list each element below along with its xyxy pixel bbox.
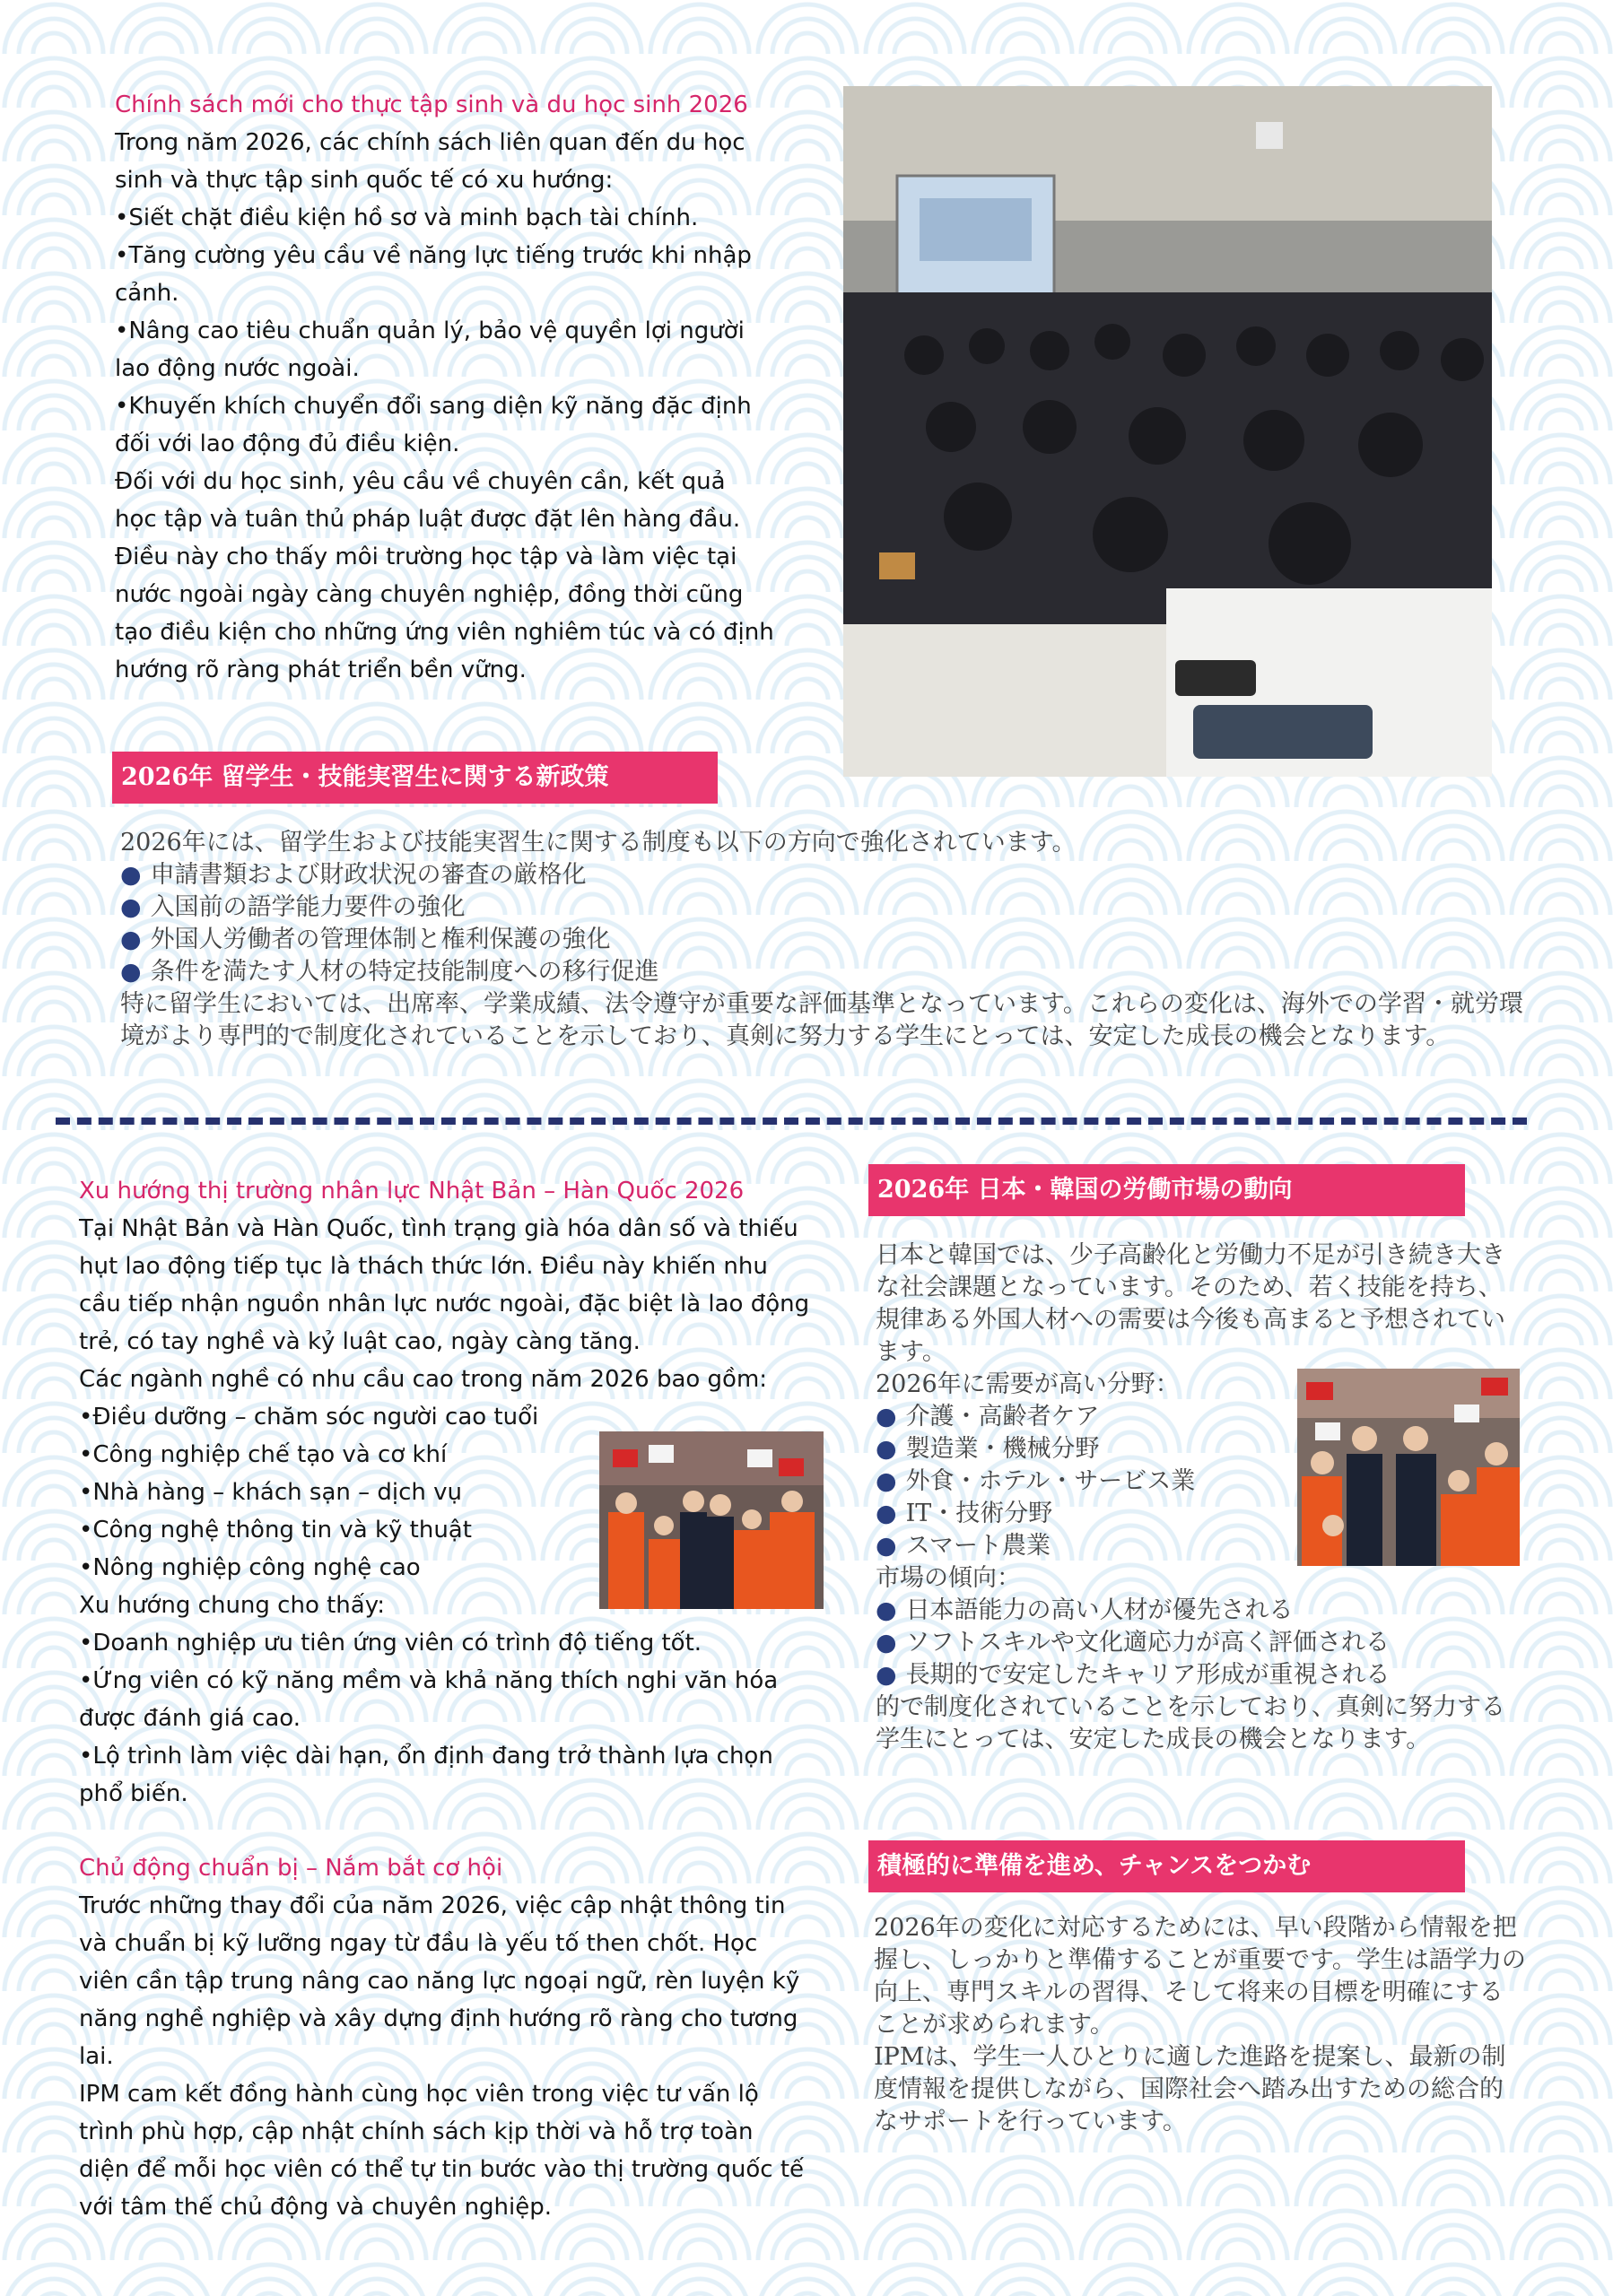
market-jp-field-3: ● 外食・ホテル・サービス業: [876, 1465, 1526, 1498]
market-jp-outro: 的で制度化されていることを示しており、真剣に努力する学生にとっては、安定した成長の機会となります。: [876, 1693, 1505, 1753]
market-vn-trend-3: • Lộ trình làm việc dài hạn, ổn định đang trở thành lựa chọn phổ biến.: [79, 1737, 810, 1813]
market-vn-trend-2: • Ứng viên có kỹ năng mềm và khả năng thích nghi văn hóa được đánh giá cao.: [79, 1662, 810, 1737]
market-jp-field-5: ● スマート農業: [876, 1530, 1526, 1562]
market-vn-field-5: • Nông nghiệp công nghệ cao: [79, 1549, 810, 1587]
prepare-jp-block: [874, 1912, 1526, 2138]
market-jp-trend-2: ● ソフトスキルや文化適応力が高く評価される: [876, 1627, 1526, 1659]
section-divider: [56, 1118, 1527, 1125]
market-jp-heading: 2026年 日本・韓国の労働市場の動向: [868, 1164, 1465, 1216]
prepare-vn-p1: Trước những thay đổi của năm 2026, việc cập nhật thông tin và chuẩn bị kỹ lưỡng ngay từ đầu là yếu tố then chốt. Học viên cần tập trung nâng cao năng lực ngoại ngữ, rèn luyện kỹ năng nghề nghiệp và xây dựng định hướng rõ ràng cho tương lai.: [79, 1892, 800, 2070]
group-photo-left: [599, 1431, 824, 1609]
market-vn-trend-label: Xu hướng chung cho thấy:: [79, 1592, 385, 1619]
policy-jp-heading: 2026年 留学生・技能実習生に関する新政策: [112, 752, 718, 804]
group-illustration-right: [1297, 1369, 1520, 1566]
prepare-vn-block: [79, 1849, 810, 2226]
market-vn-trend-1: • Doanh nghiệp ưu tiên ứng viên có trình độ tiếng tốt.: [79, 1624, 810, 1662]
policy-jp-bullet-1: ● 申請書類および財政状況の審査の厳格化: [120, 859, 1538, 891]
market-vn-field-1: • Điều dưỡng – chăm sóc người cao tuổi: [79, 1398, 810, 1436]
market-jp-field-1: ● 介護・高齢者ケア: [876, 1401, 1526, 1433]
market-vn-field-4: • Công nghệ thông tin và kỹ thuật: [79, 1511, 810, 1549]
prepare-vn-title: Chủ động chuẩn bị – Nắm bắt cơ hội: [79, 1855, 503, 1882]
market-jp-field-2: ● 製造業・機械分野: [876, 1433, 1526, 1465]
market-jp-trend-1: ● 日本語能力の高い人材が優先される: [876, 1595, 1526, 1627]
policy-vn-bullet-1: • Siết chặt điều kiện hồ sơ và minh bạch tài chính.: [115, 199, 774, 237]
market-jp-fields-label: 2026年に需要が高い分野：: [876, 1370, 1180, 1398]
policy-vn-title: Chính sách mới cho thực tập sinh và du học sinh 2026: [115, 91, 748, 118]
market-jp-trend-label: 市場の傾向：: [876, 1564, 1021, 1592]
policy-vn-bullet-4: • Khuyến khích chuyển đổi sang diện kỹ năng đặc định đối với lao động đủ điều kiện.: [115, 387, 774, 463]
market-vn-field-2: • Công nghiệp chế tạo và cơ khí: [79, 1436, 810, 1474]
policy-vn-bullet-2: • Tăng cường yêu cầu về năng lực tiếng trước khi nhập cảnh.: [115, 237, 774, 312]
prepare-vn-p2: IPM cam kết đồng hành cùng học viên trong việc tư vấn lộ trình phù hợp, cập nhật chính sách kịp thời và hỗ trợ toàn diện để mỗi học viên có thể tự tin bước vào thị trường quốc tế với tâm thế chủ động và chuyên nghiệp.: [79, 2081, 805, 2221]
policy-jp-bullet-3: ● 外国人労働者の管理体制と権利保護の強化: [120, 924, 1538, 956]
market-vn-fields-label: Các ngành nghề có nhu cầu cao trong năm 2026 bao gồm:: [79, 1366, 768, 1393]
policy-jp-outro: 特に留学生においては、出席率、学業成績、法令遵守が重要な評価基準となっています。これらの変化は、海外での学習・就労環境がより専門的で制度化されていることを示しており、真剣に努力する学生にとっては、安定した成長の機会となります。: [120, 990, 1523, 1050]
classroom-illustration: [843, 86, 1492, 777]
policy-vn-intro: Trong năm 2026, các chính sách liên quan đến du học sinh và thực tập sinh quốc tế có xu hướng:: [115, 129, 745, 194]
policy-vn-block: [115, 86, 774, 689]
policy-jp-bullet-4: ● 条件を満たす人材の特定技能制度への移行促進: [120, 956, 1538, 988]
policy-jp-bullet-2: ● 入国前の語学能力要件の強化: [120, 891, 1538, 924]
market-vn-field-3: • Nhà hàng – khách sạn – dịch vụ: [79, 1474, 810, 1511]
market-jp-intro: 日本と韓国では、少子高齢化と労働力不足が引き続き大きな社会課題となっています。そのため、若く技能を持ち、規律ある外国人材への需要は今後も高まると予想されています。: [876, 1241, 1505, 1366]
market-jp-field-4: ● IT・技術分野: [876, 1498, 1526, 1530]
market-vn-intro: Tại Nhật Bản và Hàn Quốc, tình trạng già hóa dân số và thiếu hụt lao động tiếp tục là thách thức lớn. Điều này khiến nhu cầu tiếp nhận nguồn nhân lực nước ngoài, đặc biệt là lao động trẻ, có tay nghề và kỷ luật cao, ngày càng tăng.: [79, 1215, 810, 1355]
group-photo-right: [1297, 1369, 1520, 1566]
market-jp-trend-3: ● 長期的で安定したキャリア形成が重視される: [876, 1659, 1526, 1692]
prepare-jp-heading: 積極的に準備を進め、チャンスをつかむ: [868, 1840, 1465, 1892]
policy-jp-block: [120, 827, 1538, 1053]
prepare-jp-p1: 2026年の変化に対応するためには、早い段階から情報を把握し、しっかりと準備することが重要です。学生は語学力の向上、専門スキルの習得、そして将来の目標を明確にすることが求められます。: [874, 1914, 1526, 2039]
policy-vn-outro: Đối với du học sinh, yêu cầu về chuyên cần, kết quả học tập và tuân thủ pháp luật được đặt lên hàng đầu. Điều này cho thấy môi trường học tập và làm việc tại nước ngoài ngày càng chuyên nghiệp, đồng thời cũng tạo điều kiện cho những ứng viên nghiêm túc và có định hướng rõ ràng phát triển bền vững.: [115, 468, 774, 683]
group-illustration-left: [599, 1431, 824, 1609]
policy-vn-bullet-3: • Nâng cao tiêu chuẩn quản lý, bảo vệ quyền lợi người lao động nước ngoài.: [115, 312, 774, 387]
market-vn-title: Xu hướng thị trường nhân lực Nhật Bản – Hàn Quốc 2026: [79, 1178, 745, 1205]
prepare-jp-p2: IPMは、学生一人ひとりに適した進路を提案し、最新の制度情報を提供しながら、国際社会へ踏み出すための総合的なサポートを行っています。: [874, 2043, 1506, 2135]
policy-jp-intro: 2026年には、留学生および技能実習生に関する制度も以下の方向で強化されています。: [120, 829, 1077, 857]
classroom-photo: [843, 86, 1492, 777]
